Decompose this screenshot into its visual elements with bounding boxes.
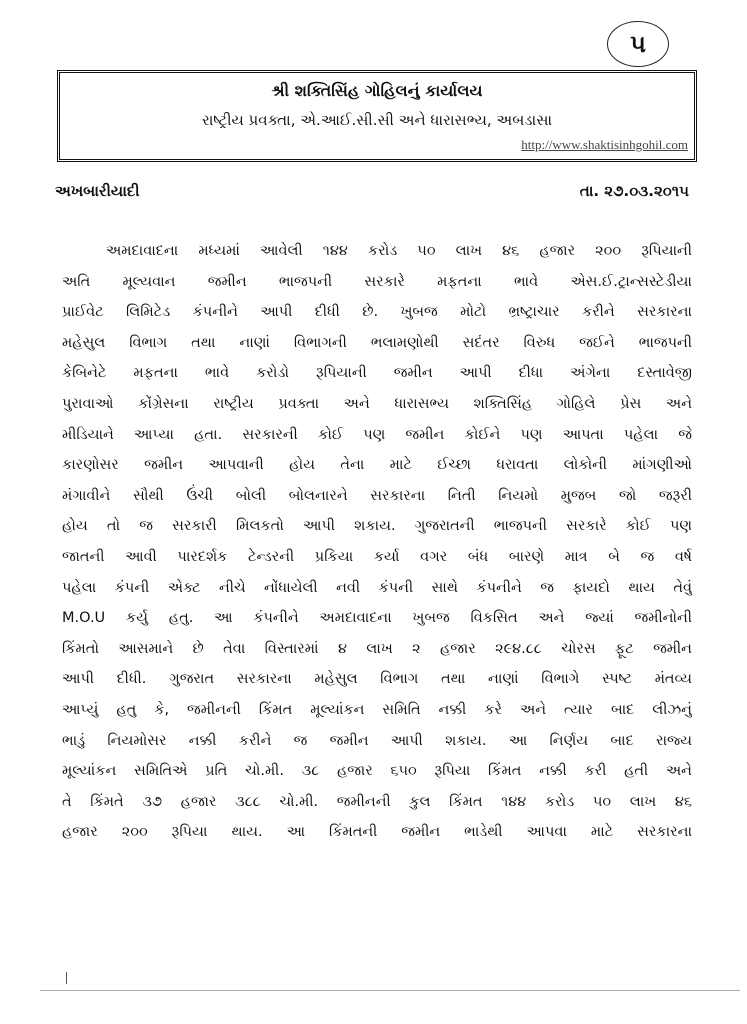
- body-line: પહેલા કંપની એક્ટ નીચે નોંધાયેલી નવી કંપની સાથે કંપનીને જ ફાયદો થાય તેવું: [62, 579, 692, 596]
- body-line: હોય તો જ સરકારી મિલકતો આપી શકાય. ગુજરાતની ભાજપની સરકારે કોઈ પણ: [62, 518, 692, 535]
- body-line: આપી દીધી. ગુજરાત સરકારના મહેસુલ વિભાગ તથા નાણાં વિભાગે સ્પષ્ટ મંતવ્ય: [62, 671, 692, 688]
- body-line: હજાર ૨૦૦ રૂપિયા થાય. આ કિંમતની જમીન ભાડેથી આપવા માટે સરકારના: [62, 824, 692, 841]
- body-line: કિંમતો આસમાને છે તેવા વિસ્તારમાં ૪ લાખ ૨ હજાર ૨૯૪.૮૮ ચોરસ ફૂટ જમીન: [62, 640, 692, 657]
- body-line: કેબિનેટે મફતના ભાવે કરોડો રૂપિયાની જમીન આપી દીધા અંગેના દસ્તાવેજી: [62, 365, 692, 382]
- body-line: મહેસુલ વિભાગ તથા નાણાં વિભાગની ભલામણોથી સદંતર વિરુધ જઈને ભાજપની: [62, 334, 692, 351]
- body-text: [62, 236, 692, 926]
- office-header: [57, 70, 697, 162]
- body-line: તે કિંમતે ૩૭ હજાર ૩૮૮ ચો.મી. જમીનની કુલ કિંમત ૧૪૪ કરોડ ૫૦ લાખ ૪૬: [62, 793, 692, 810]
- body-line: પુરાવાઓ કોંગ્રેસના રાષ્ટ્રીય પ્રવક્તા અને ધારાસભ્ય શક્તિસિંહ ગોહિલે પ્રેસ અને: [62, 395, 692, 412]
- body-line: કારણોસર જમીન આપવાની હોય તેના માટે ઈચ્છા ધરાવતા લોકોની માંગણીઓ: [62, 457, 692, 474]
- body-line: મંગાવીને સૌથી ઉંચી બોલી બોલનારને સરકારના નિતી નિયમો મુજબ જો જરૂરી: [62, 487, 692, 504]
- page-bottom-rule: [40, 990, 740, 991]
- body-line: આપ્યું હતુ કે, જમીનની કિંમત મૂલ્યાંકન સમિતિ નક્કી કરે અને ત્યાર બાદ લીઝનું: [62, 701, 692, 718]
- body-line: ભાડું નિયમોસર નક્કી કરીને જ જમીન આપી શકાય. આ નિર્ણય બાદ રાજ્ય: [62, 732, 692, 749]
- body-line: અમદાવાદના મધ્યમાં આવેલી ૧૪૪ કરોડ ૫૦ લાખ ૪૬ હજાર ૨૦૦ રૂપિયાની: [106, 243, 692, 259]
- body-line: M.O.U કર્યુ હતુ. આ કંપનીને અમદાવાદના ખુબજ વિકસિત અને જ્યાં જમીનોની: [62, 610, 692, 627]
- body-line: અતિ મૂલ્યવાન જમીન ભાજપની સરકારે મફતના ભાવે એસ.ઈ.ટ્રાન્સસ્ટેડીયા: [62, 273, 692, 290]
- body-line: પ્રાઈવેટ લિમિટેડ કંપનીને આપી દીધી છે. ખુબજ મોટો ભ્રષ્ટ્રાચાર કરીને સરકારના: [62, 304, 692, 321]
- page-number: ૫: [607, 21, 669, 67]
- body-line: મીડિયાને આપ્યા હતા. સરકારની કોઈ પણ જમીન કોઈને પણ આપતા પહેલા જે: [62, 426, 692, 443]
- scan-mark: [66, 972, 67, 984]
- website-link[interactable]: http://www.shaktisinhgohil.com: [521, 137, 688, 152]
- office-title: શ્રી શક્તિસિંહ ગોહિલનું કાર્યાલય: [271, 81, 483, 100]
- document-date: તા. ૨૭.૦૩.૨૦૧૫: [579, 182, 689, 200]
- office-subtitle: રાષ્ટ્રીય પ્રવક્તા, એ.આઈ.સી.સી અને ધારાસભ્ય, અબડાસા: [201, 111, 553, 129]
- press-release-label: અખબારીયાદી: [55, 182, 140, 200]
- body-line: મૂલ્યાંકન સમિતિએ પ્રતિ ચો.મી. ૩૮ હજાર ૬૫૦ રૂપિયા કિંમત નક્કી કરી હતી અને: [62, 763, 692, 780]
- body-line: જાતની આવી પારદર્શક ટેન્ડરની પ્રકિયા કર્યા વગર બંધ બારણે માત્ર બે જ વર્ષ: [62, 548, 692, 565]
